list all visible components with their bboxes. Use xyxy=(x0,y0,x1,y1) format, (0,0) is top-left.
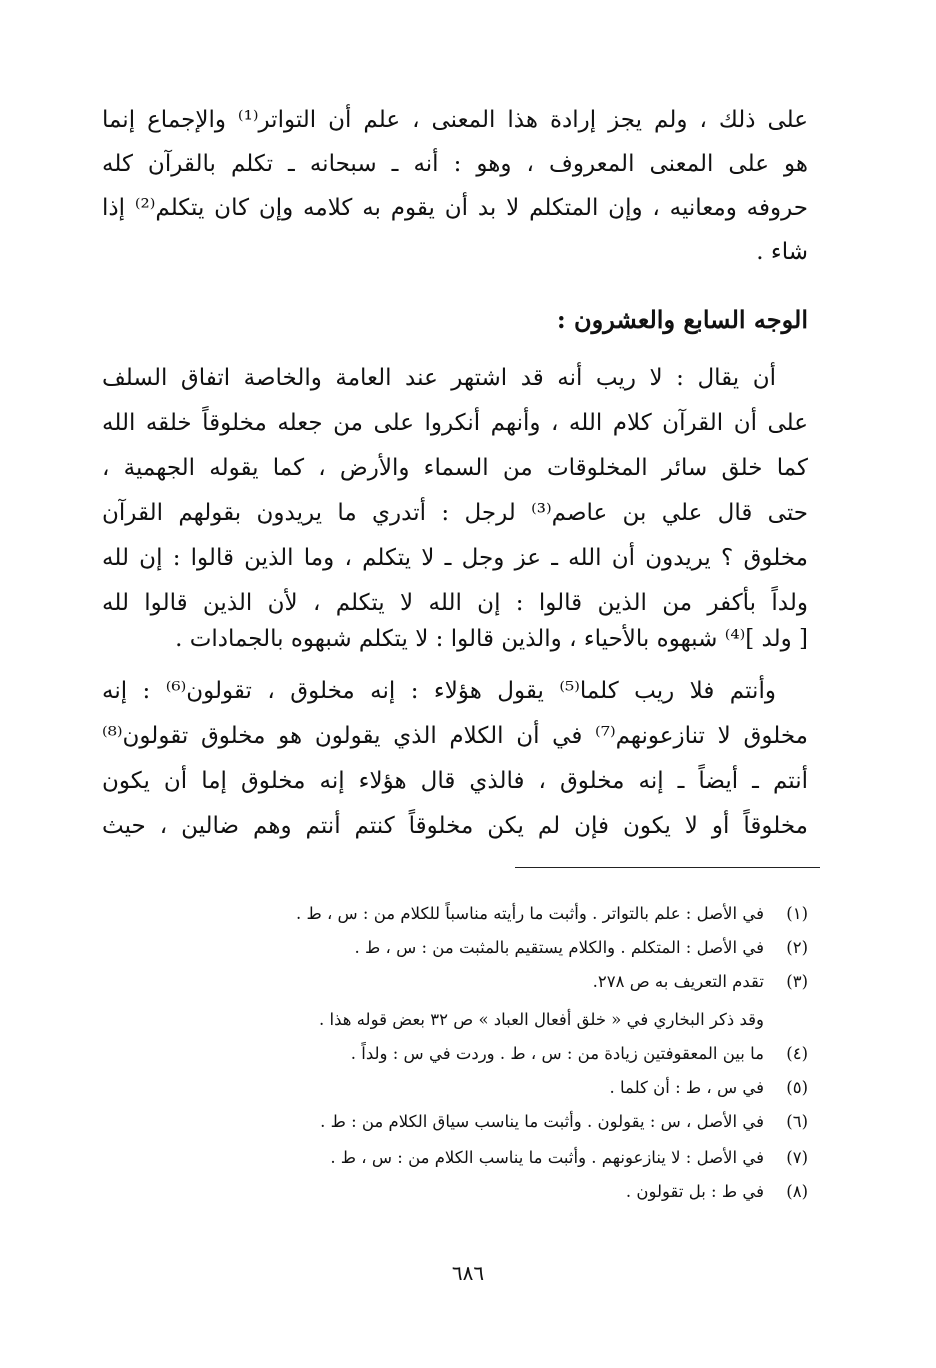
section-heading: الوجه السابع والعشرون : xyxy=(556,305,808,334)
footnote-text: في الأصل : علم بالتواتر . وأثبت ما رأيته مناسباً للكلام من : س ، ط . xyxy=(295,904,764,923)
text-line: حروفه ومعانيه ، وإن المتكلم لا بد أن يقوم به كلامه وإن كان يتكلم⁽²⁾ إذا xyxy=(102,195,808,221)
footnote xyxy=(150,1110,808,1134)
text-line: وأنتم فلا ريب كلما⁽⁵⁾ يقول هؤلاء : إنه مخلوق ، تقولون⁽⁶⁾ : إنه xyxy=(102,678,776,704)
text-line: كما خلق سائر المخلوقات من السماء والأرض ، كما يقوله الجهمية ، xyxy=(102,455,808,481)
footnote-text: في الأصل : المتكلم . والكلام يستقيم بالمثبت من : س ، ط . xyxy=(354,938,764,957)
footnote-continuation xyxy=(150,1008,764,1032)
footnote-text: في س ، ط : أن كلما . xyxy=(609,1078,764,1097)
footnote xyxy=(150,1042,808,1066)
footnote xyxy=(150,902,808,926)
footnote-number: (١) xyxy=(786,904,808,923)
footnote-text: في الأصل ، س : يقولون . وأثبت ما يناسب سياق الكلام من : ط . xyxy=(320,1112,764,1131)
text-line: على ذلك ، ولم يجز إرادة هذا المعنى ، علم أن التواتر⁽¹⁾ والإجماع إنما xyxy=(102,107,808,133)
text-line: أن يقال : لا ريب أنه قد اشتهر عند العامة والخاصة اتفاق السلف xyxy=(102,365,776,391)
footnote-number: (٢) xyxy=(786,938,808,957)
footnote xyxy=(150,970,808,994)
text-line: مخلوق ؟ يريدون أن الله ـ عز وجل ـ لا يتكلم ، وما الذين قالوا : إن لله xyxy=(102,545,808,571)
text-line: مخلوقاً أو لا يكون فإن لم يكن مخلوقاً كنتم أنتم وهم ضالين ، حيث xyxy=(102,813,808,839)
footnote-text: في الأصل : لا ينازعونهم . وأثبت ما يناسب الكلام من : س ، ط . xyxy=(330,1148,764,1167)
footnote-text: ما بين المعقوفتين زيادة من : س ، ط . وردت في س : ولداً . xyxy=(350,1044,764,1063)
text-line: أنتم ـ أيضاً ـ إنه مخلوق ، فالذي قال هؤلاء إنه مخلوق إما أن يكون xyxy=(102,768,808,794)
footnote-text: وقد ذكر البخاري في « خلق أفعال العباد » ص ٣٢ بعض قوله هذا . xyxy=(319,1010,764,1029)
text-line: شاء . xyxy=(756,239,808,265)
footnote-text: في ط : بل تقولون . xyxy=(625,1182,764,1201)
footnote xyxy=(150,936,808,960)
footnote-number: (٦) xyxy=(786,1112,808,1131)
footnote-number: (٨) xyxy=(786,1182,808,1201)
text-line: [ ولد ]⁽⁴⁾ شبهوه بالأحياء ، والذين قالوا : لا يتكلم شبهوه بالجمادات . xyxy=(175,626,808,652)
text-line: مخلوق لا تنازعونهم⁽⁷⁾ في أن الكلام الذي يقولون هو مخلوق تقولون⁽⁸⁾ xyxy=(102,723,808,749)
footnote-number: (٥) xyxy=(786,1078,808,1097)
footnote-number: (٣) xyxy=(786,972,808,991)
footnote-number: (٤) xyxy=(786,1044,808,1063)
footnote xyxy=(150,1180,808,1204)
text-line: حتى قال علي بن عاصم⁽³⁾ لرجل : أتدري ما يريدون بقولهم القرآن xyxy=(102,500,808,526)
page-number: ٦٨٦ xyxy=(451,1261,485,1285)
footnote-separator xyxy=(515,867,820,868)
footnote-text: تقدم التعريف به ص ٢٧٨. xyxy=(592,972,764,991)
footnote xyxy=(150,1146,808,1170)
text-line: ولداً بأكفر من الذين قالوا : إن الله لا يتكلم ، لأن الذين قالوا لله xyxy=(102,590,808,616)
footnote xyxy=(150,1076,808,1100)
text-line: هو على المعنى المعروف ، وهو : أنه ـ سبحانه ـ تكلم بالقرآن كله xyxy=(102,151,808,177)
text-line: على أن القرآن كلام الله ، وأنهم أنكروا على من جعله مخلوقاً خلقه الله xyxy=(102,410,808,436)
footnote-number: (٧) xyxy=(786,1148,808,1167)
